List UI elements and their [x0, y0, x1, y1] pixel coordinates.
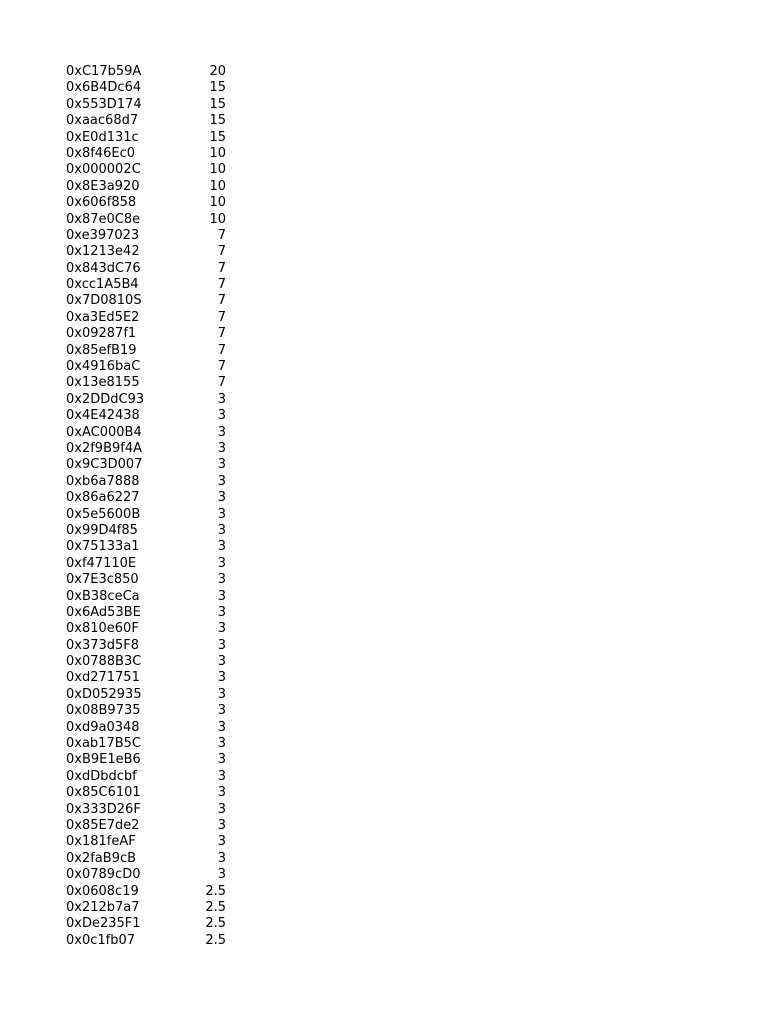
table-row — [66, 457, 230, 473]
address-cell: 0x5e5600B — [66, 506, 141, 522]
table-row — [66, 900, 230, 916]
value-cell: 7 — [217, 309, 226, 325]
address-cell: 0x810e60F — [66, 621, 139, 637]
table-row — [66, 523, 230, 539]
table-row — [66, 785, 230, 801]
value-cell: 3 — [217, 555, 226, 571]
value-cell: 3 — [217, 867, 226, 883]
address-cell: 0x85E7de2 — [66, 817, 140, 833]
value-cell: 3 — [217, 457, 226, 473]
address-cell: 0x212b7a7 — [66, 899, 140, 915]
table-row — [66, 343, 230, 359]
value-cell: 7 — [217, 359, 226, 375]
value-cell: 7 — [217, 260, 226, 276]
table-row — [66, 720, 230, 736]
value-cell: 2.5 — [205, 916, 226, 932]
value-cell: 3 — [217, 621, 226, 637]
table-row — [66, 375, 230, 391]
value-cell: 3 — [217, 850, 226, 866]
address-cell: 0xB38ceCa — [66, 588, 140, 604]
value-cell: 7 — [217, 342, 226, 358]
table-row — [66, 834, 230, 850]
value-cell: 7 — [217, 277, 226, 293]
address-cell: 0x7E3c850 — [66, 572, 139, 588]
address-cell: 0x333D26F — [66, 801, 141, 817]
address-cell: 0xb6a7888 — [66, 473, 140, 489]
table-row — [66, 97, 230, 113]
table-row — [66, 507, 230, 523]
table-row — [66, 392, 230, 408]
address-cell: 0x8E3a920 — [66, 178, 140, 194]
table-row — [66, 244, 230, 260]
address-cell: 0x87e0C8e — [66, 211, 141, 227]
table-row — [66, 425, 230, 441]
value-cell: 3 — [217, 424, 226, 440]
table-row — [66, 326, 230, 342]
table-row — [66, 556, 230, 572]
address-cell: 0x0c1fb07 — [66, 932, 136, 948]
value-cell: 3 — [217, 391, 226, 407]
address-cell: 0x2faB9cB — [66, 850, 137, 866]
value-cell: 7 — [217, 293, 226, 309]
table-row — [66, 228, 230, 244]
value-cell: 20 — [209, 64, 226, 79]
value-cell: 10 — [209, 211, 226, 227]
table-row — [66, 261, 230, 277]
value-cell: 3 — [217, 686, 226, 702]
table-row — [66, 605, 230, 621]
table-row — [66, 359, 230, 375]
table-row — [66, 621, 230, 637]
table-row — [66, 736, 230, 752]
value-cell: 15 — [209, 96, 226, 112]
table-row — [66, 64, 230, 80]
value-cell: 3 — [217, 506, 226, 522]
table-row — [66, 490, 230, 506]
table-row — [66, 884, 230, 900]
address-cell: 0x0788B3C — [66, 654, 142, 670]
table-row — [66, 212, 230, 228]
address-cell: 0xab17B5C — [66, 736, 141, 752]
table-row — [66, 851, 230, 867]
address-cell: 0x4916baC — [66, 359, 141, 375]
table-row — [66, 277, 230, 293]
table-row — [66, 539, 230, 555]
address-cell: 0xaac68d7 — [66, 113, 139, 129]
value-cell: 15 — [209, 129, 226, 145]
table-row — [66, 867, 230, 883]
address-cell: 0x0789cD0 — [66, 867, 141, 883]
value-cell: 3 — [217, 785, 226, 801]
table-row — [66, 802, 230, 818]
value-cell: 7 — [217, 227, 226, 243]
table-row — [66, 195, 230, 211]
address-value-table — [66, 64, 230, 949]
value-cell: 3 — [217, 736, 226, 752]
value-cell: 3 — [217, 440, 226, 456]
table-row — [66, 769, 230, 785]
table-row — [66, 130, 230, 146]
value-cell: 3 — [217, 539, 226, 555]
address-cell: 0x6Ad53BE — [66, 604, 141, 620]
value-cell: 10 — [209, 195, 226, 211]
address-cell: 0x08B9735 — [66, 703, 141, 719]
value-cell: 15 — [209, 80, 226, 96]
address-cell: 0xD052935 — [66, 686, 142, 702]
value-cell: 3 — [217, 654, 226, 670]
value-cell: 3 — [217, 719, 226, 735]
address-cell: 0x13e8155 — [66, 375, 140, 391]
address-cell: 0xAC000B4 — [66, 424, 142, 440]
value-cell: 10 — [209, 145, 226, 161]
value-cell: 2.5 — [205, 883, 226, 899]
value-cell: 3 — [217, 473, 226, 489]
address-cell: 0x0608c19 — [66, 883, 139, 899]
value-cell: 2.5 — [205, 899, 226, 915]
table-row — [66, 162, 230, 178]
table-row — [66, 638, 230, 654]
address-cell: 0x2f9B9f4A — [66, 440, 143, 456]
table-row — [66, 80, 230, 96]
address-cell: 0x6B4Dc64 — [66, 80, 142, 96]
table-row — [66, 589, 230, 605]
address-cell: 0x9C3D007 — [66, 457, 143, 473]
value-cell: 3 — [217, 572, 226, 588]
value-cell: 3 — [217, 637, 226, 653]
value-cell: 3 — [217, 490, 226, 506]
address-cell: 0xB9E1eB6 — [66, 752, 141, 768]
address-cell: 0x606f858 — [66, 195, 137, 211]
address-cell: 0xd271751 — [66, 670, 140, 686]
address-cell: 0x85efB19 — [66, 342, 137, 358]
table-row — [66, 179, 230, 195]
value-cell: 3 — [217, 408, 226, 424]
value-cell: 7 — [217, 326, 226, 342]
address-cell: 0xcc1A5B4 — [66, 277, 139, 293]
value-cell: 10 — [209, 162, 226, 178]
address-cell: 0x75133a1 — [66, 539, 140, 555]
address-cell: 0x553D174 — [66, 96, 142, 112]
value-cell: 3 — [217, 703, 226, 719]
value-cell: 10 — [209, 178, 226, 194]
value-cell: 3 — [217, 834, 226, 850]
address-cell: 0xf47110E — [66, 555, 137, 571]
address-cell: 0x2DDdC93 — [66, 391, 145, 407]
address-cell: 0x373d5F8 — [66, 637, 140, 653]
table-row — [66, 293, 230, 309]
address-cell: 0x86a6227 — [66, 490, 140, 506]
value-cell: 7 — [217, 375, 226, 391]
table-row — [66, 752, 230, 768]
value-cell: 7 — [217, 244, 226, 260]
table-row — [66, 670, 230, 686]
value-cell: 3 — [217, 801, 226, 817]
address-cell: 0x1213e42 — [66, 244, 140, 260]
address-cell: 0xC17b59A — [66, 64, 142, 79]
address-cell: 0xDe235F1 — [66, 916, 141, 932]
address-cell: 0x8f46Ec0 — [66, 145, 135, 161]
table-row — [66, 310, 230, 326]
address-cell: 0xe397023 — [66, 227, 140, 243]
table-row — [66, 408, 230, 424]
address-cell: 0x85C6101 — [66, 785, 141, 801]
table-row — [66, 474, 230, 490]
value-cell: 15 — [209, 113, 226, 129]
value-cell: 3 — [217, 752, 226, 768]
table-row — [66, 703, 230, 719]
value-cell: 3 — [217, 670, 226, 686]
value-cell: 3 — [217, 604, 226, 620]
table-row — [66, 687, 230, 703]
address-cell: 0x7D0810S — [66, 293, 142, 309]
value-cell: 3 — [217, 768, 226, 784]
address-cell: 0xa3Ed5E2 — [66, 309, 140, 325]
address-cell: 0x181feAF — [66, 834, 136, 850]
address-cell: 0x000002C — [66, 162, 141, 178]
address-cell: 0xdDbdcbf — [66, 768, 137, 784]
table-row — [66, 441, 230, 457]
value-cell: 3 — [217, 817, 226, 833]
address-cell: 0x4E42438 — [66, 408, 140, 424]
table-row — [66, 916, 230, 932]
value-cell: 3 — [217, 588, 226, 604]
value-cell: 2.5 — [205, 932, 226, 948]
address-cell: 0x843dC76 — [66, 260, 141, 276]
table-row — [66, 818, 230, 834]
table-row — [66, 113, 230, 129]
table-row — [66, 933, 230, 949]
value-cell: 3 — [217, 522, 226, 538]
address-cell: 0xE0d131c — [66, 129, 139, 145]
address-cell: 0xd9a0348 — [66, 719, 140, 735]
address-cell: 0x09287f1 — [66, 326, 137, 342]
table-row — [66, 654, 230, 670]
address-cell: 0x99D4f85 — [66, 522, 138, 538]
table-row — [66, 146, 230, 162]
table-row — [66, 572, 230, 588]
